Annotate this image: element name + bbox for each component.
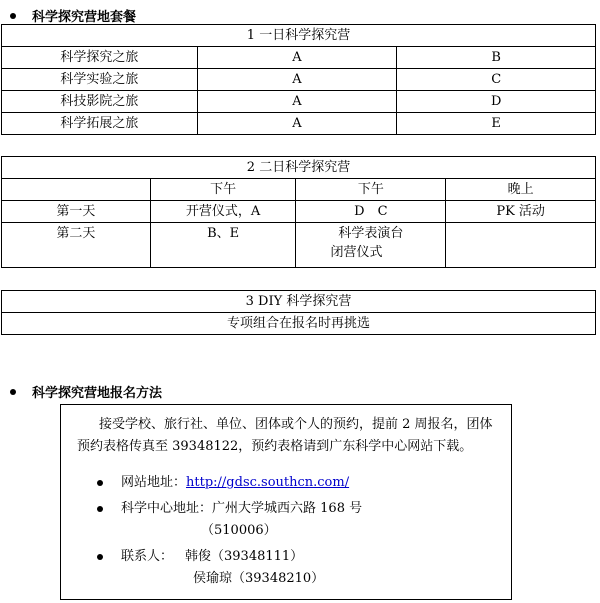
table-row [2,201,596,223]
one-day-camp-table [1,24,596,135]
bullet-icon [10,389,16,395]
table-row [2,179,596,201]
cell: B、E [150,223,296,268]
table-row [2,91,596,113]
cell-a: A [197,91,397,113]
address-row [77,498,503,520]
address-value: 广州大学城西六路 168 号 [212,501,363,516]
cell: D C [296,201,446,223]
two-day-camp-table [1,156,596,268]
section-title: 科学探究营地套餐 [32,10,137,25]
table-row [2,47,596,69]
cell-a: A [197,69,397,91]
cell: PK 活动 [446,201,596,223]
signup-info-box [60,404,512,600]
cell-line: 科学表演台 [338,226,404,241]
address-label: 科学中心地址： [121,501,213,516]
day-label: 第二天 [2,223,151,268]
table-row [2,113,596,135]
website-label: 网站地址： [121,475,187,490]
signup-intro: 接受学校、旅行社、单位、团体或个人的预约，提前 2 周报名，团体预约表格传真至 39348122，预约表格请到广东科学中心网站下载。 [77,417,493,454]
cell [446,223,596,268]
section-heading-packages [10,6,136,25]
cell-b: E [397,113,596,135]
cell-a: A [197,113,397,135]
col-header: 下午 [150,179,296,201]
section-heading-signup [10,382,162,401]
cell-name: 科技影院之旅 [2,91,198,113]
contact-person-2: 侯瑜琼（39348210） [193,571,325,586]
table-header: 1 一日科学探究营 [2,25,596,47]
table-row [2,223,596,268]
website-row [77,472,503,494]
col-header: 晚上 [446,179,596,201]
diy-camp-table [1,290,596,335]
table-row [2,69,596,91]
contact-person: 韩俊（39348111） [185,549,304,564]
bullet-icon [10,13,16,19]
website-link[interactable]: http://gdsc.southcn.com/ [186,475,350,490]
cell-name: 科学拓展之旅 [2,113,198,135]
cell-b: C [397,69,596,91]
bullet-icon [97,480,103,486]
contact-label: 联系人： [121,549,174,564]
section-title: 科学探究营地报名方法 [32,386,163,401]
cell-line: 闭营仪式 [330,245,383,260]
col-header: 下午 [296,179,446,201]
col-header [2,179,151,201]
table-header: 3 DIY 科学探究营 [2,291,596,313]
bullet-icon [97,554,103,560]
cell: 开营仪式，A [150,201,296,223]
table-header: 2 二日科学探究营 [2,157,596,179]
cell-b: D [397,91,596,113]
bullet-icon [97,506,103,512]
cell-b: B [397,47,596,69]
contact-row [77,546,503,568]
cell-name: 科学实验之旅 [2,69,198,91]
cell-a: A [197,47,397,69]
table-body: 专项组合在报名时再挑选 [2,313,596,335]
postcode: （510006） [201,523,277,538]
cell-name: 科学探究之旅 [2,47,198,69]
cell [296,223,446,268]
day-label: 第一天 [2,201,151,223]
